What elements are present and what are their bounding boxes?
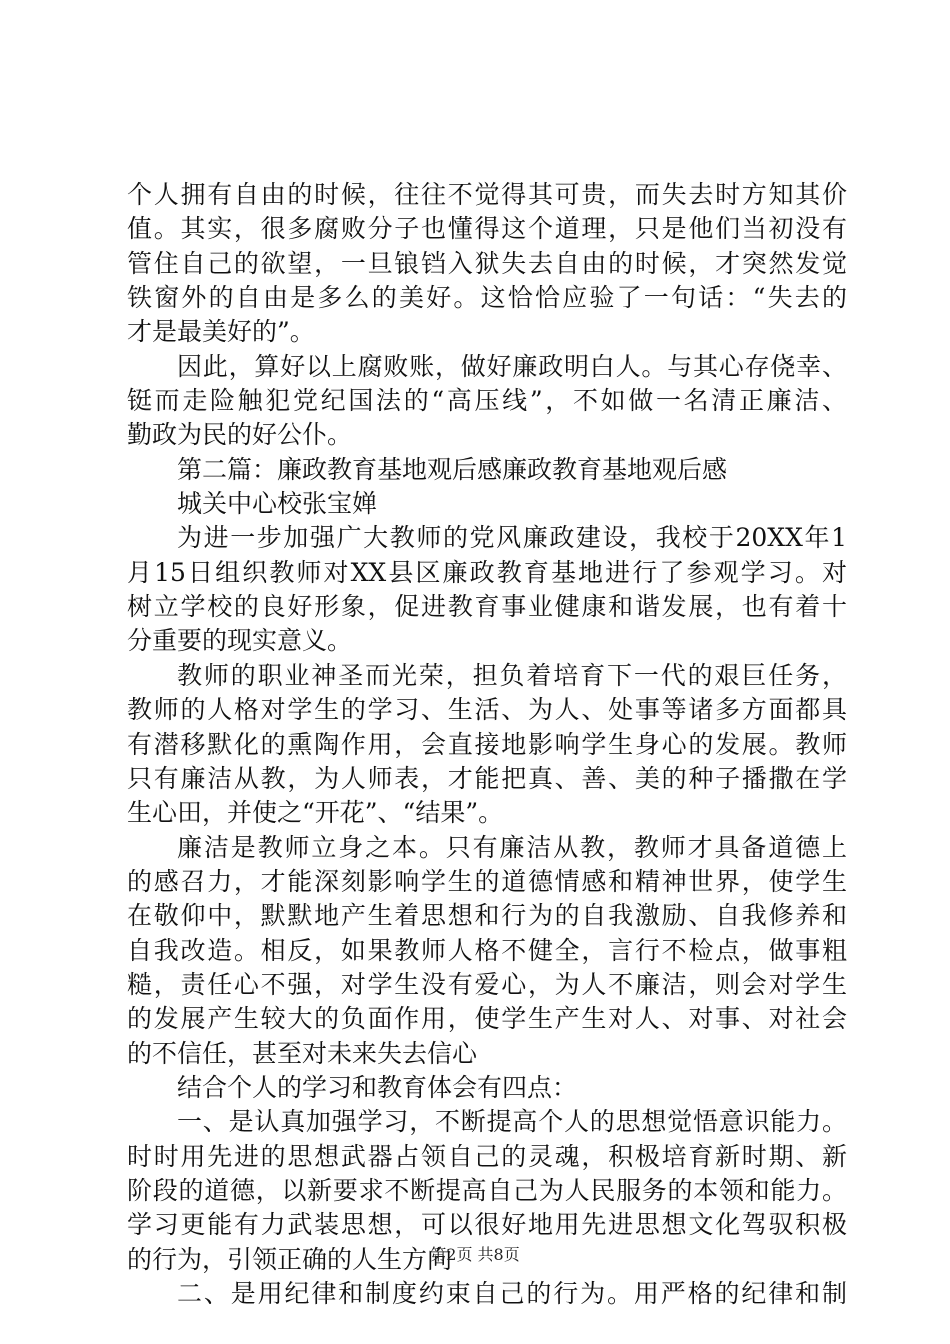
text-line: 时时用先进的思想武器占领自己的灵魂，积极培育新时期、新	[127, 1141, 847, 1171]
text-line: 糙，责任心不强，对学生没有爱心，为人不廉洁，则会对学生	[127, 969, 847, 999]
text-line: 有潜移默化的熏陶作用，会直接地影响学生身心的发展。教师	[127, 729, 847, 759]
text-line: 只有廉洁从教，为人师表，才能把真、善、美的种子播撒在学	[127, 763, 847, 793]
paragraph-start: 二、是用纪律和制度约束自己的行为。用严格的纪律和制	[177, 1279, 847, 1308]
text-line: 勤政为民的好公仆。	[127, 420, 353, 450]
text-line: 的发展产生较大的负面作用，使学生产生对人、对事、对社会	[127, 1004, 847, 1034]
text-line: 的感召力，才能深刻影响学生的道德情感和精神世界，使学生	[127, 866, 847, 896]
section-heading: 第二篇：廉政教育基地观后感廉政教育基地观后感	[177, 454, 728, 484]
text-line: 个人拥有自由的时候，往往不觉得其可贵，而失去时方知其价	[127, 180, 847, 209]
text-line: 学习更能有力武装思想，可以很好地用先进思想文化驾驭积极	[127, 1210, 847, 1240]
text-line: 值。其实，很多腐败分子也懂得这个道理，只是他们当初没有	[127, 214, 847, 244]
text-line: 管住自己的欲望，一旦锒铛入狱失去自由的时候，才突然发觉	[127, 248, 847, 278]
paragraph-start: 因此，算好以上腐败账，做好廉政明白人。与其心存侥幸、	[177, 351, 847, 381]
text-line: 才是最美好的”。	[127, 317, 315, 347]
text-line: 的行为，引领正确的人生方向	[127, 1244, 453, 1274]
author-line: 城关中心校张宝婵	[177, 489, 378, 519]
paragraph-start: 一、是认真加强学习，不断提高个人的思想觉悟意识能力。	[177, 1107, 847, 1137]
paragraph-start: 廉洁是教师立身之本。只有廉洁从教，教师才具备道德上	[177, 832, 847, 862]
text-line: 月15日组织教师对XX县区廉政教育基地进行了参观学习。对	[127, 557, 847, 587]
text-line: 树立学校的良好形象，促进教育事业健康和谐发展，也有着十	[127, 592, 847, 622]
text-line: 阶段的道德，以新要求不断提高自己为人民服务的本领和能力。	[127, 1175, 847, 1205]
text-line: 在敬仰中，默默地产生着思想和行为的自我激励、自我修养和	[127, 901, 847, 931]
text-line: 分重要的现实意义。	[127, 626, 353, 656]
text-line: 铁窗外的自由是多么的美好。这恰恰应验了一句话：“失去的	[127, 283, 847, 313]
paragraph-start: 结合个人的学习和教育体会有四点：	[177, 1072, 578, 1102]
document-body	[127, 178, 847, 1311]
paragraph-start: 为进一步加强广大教师的党风廉政建设，我校于20XX年1	[177, 523, 847, 553]
text-line: 生心田，并使之“开花”、“结果”。	[127, 798, 504, 828]
text-line: 教师的人格对学生的学习、生活、为人、处事等诸多方面都具	[127, 695, 847, 725]
text-line: 自我改造。相反，如果教师人格不健全，言行不检点，做事粗	[127, 935, 847, 965]
paragraph-start: 教师的职业神圣而光荣，担负着培育下一代的艰巨任务，	[177, 660, 847, 690]
text-line: 的不信任，甚至对未来失去信心	[127, 1038, 478, 1068]
page-footer: 第2页 共8页	[430, 1245, 520, 1264]
text-line: 铤而走险触犯党纪国法的“高压线”，不如做一名清正廉洁、	[127, 386, 847, 416]
